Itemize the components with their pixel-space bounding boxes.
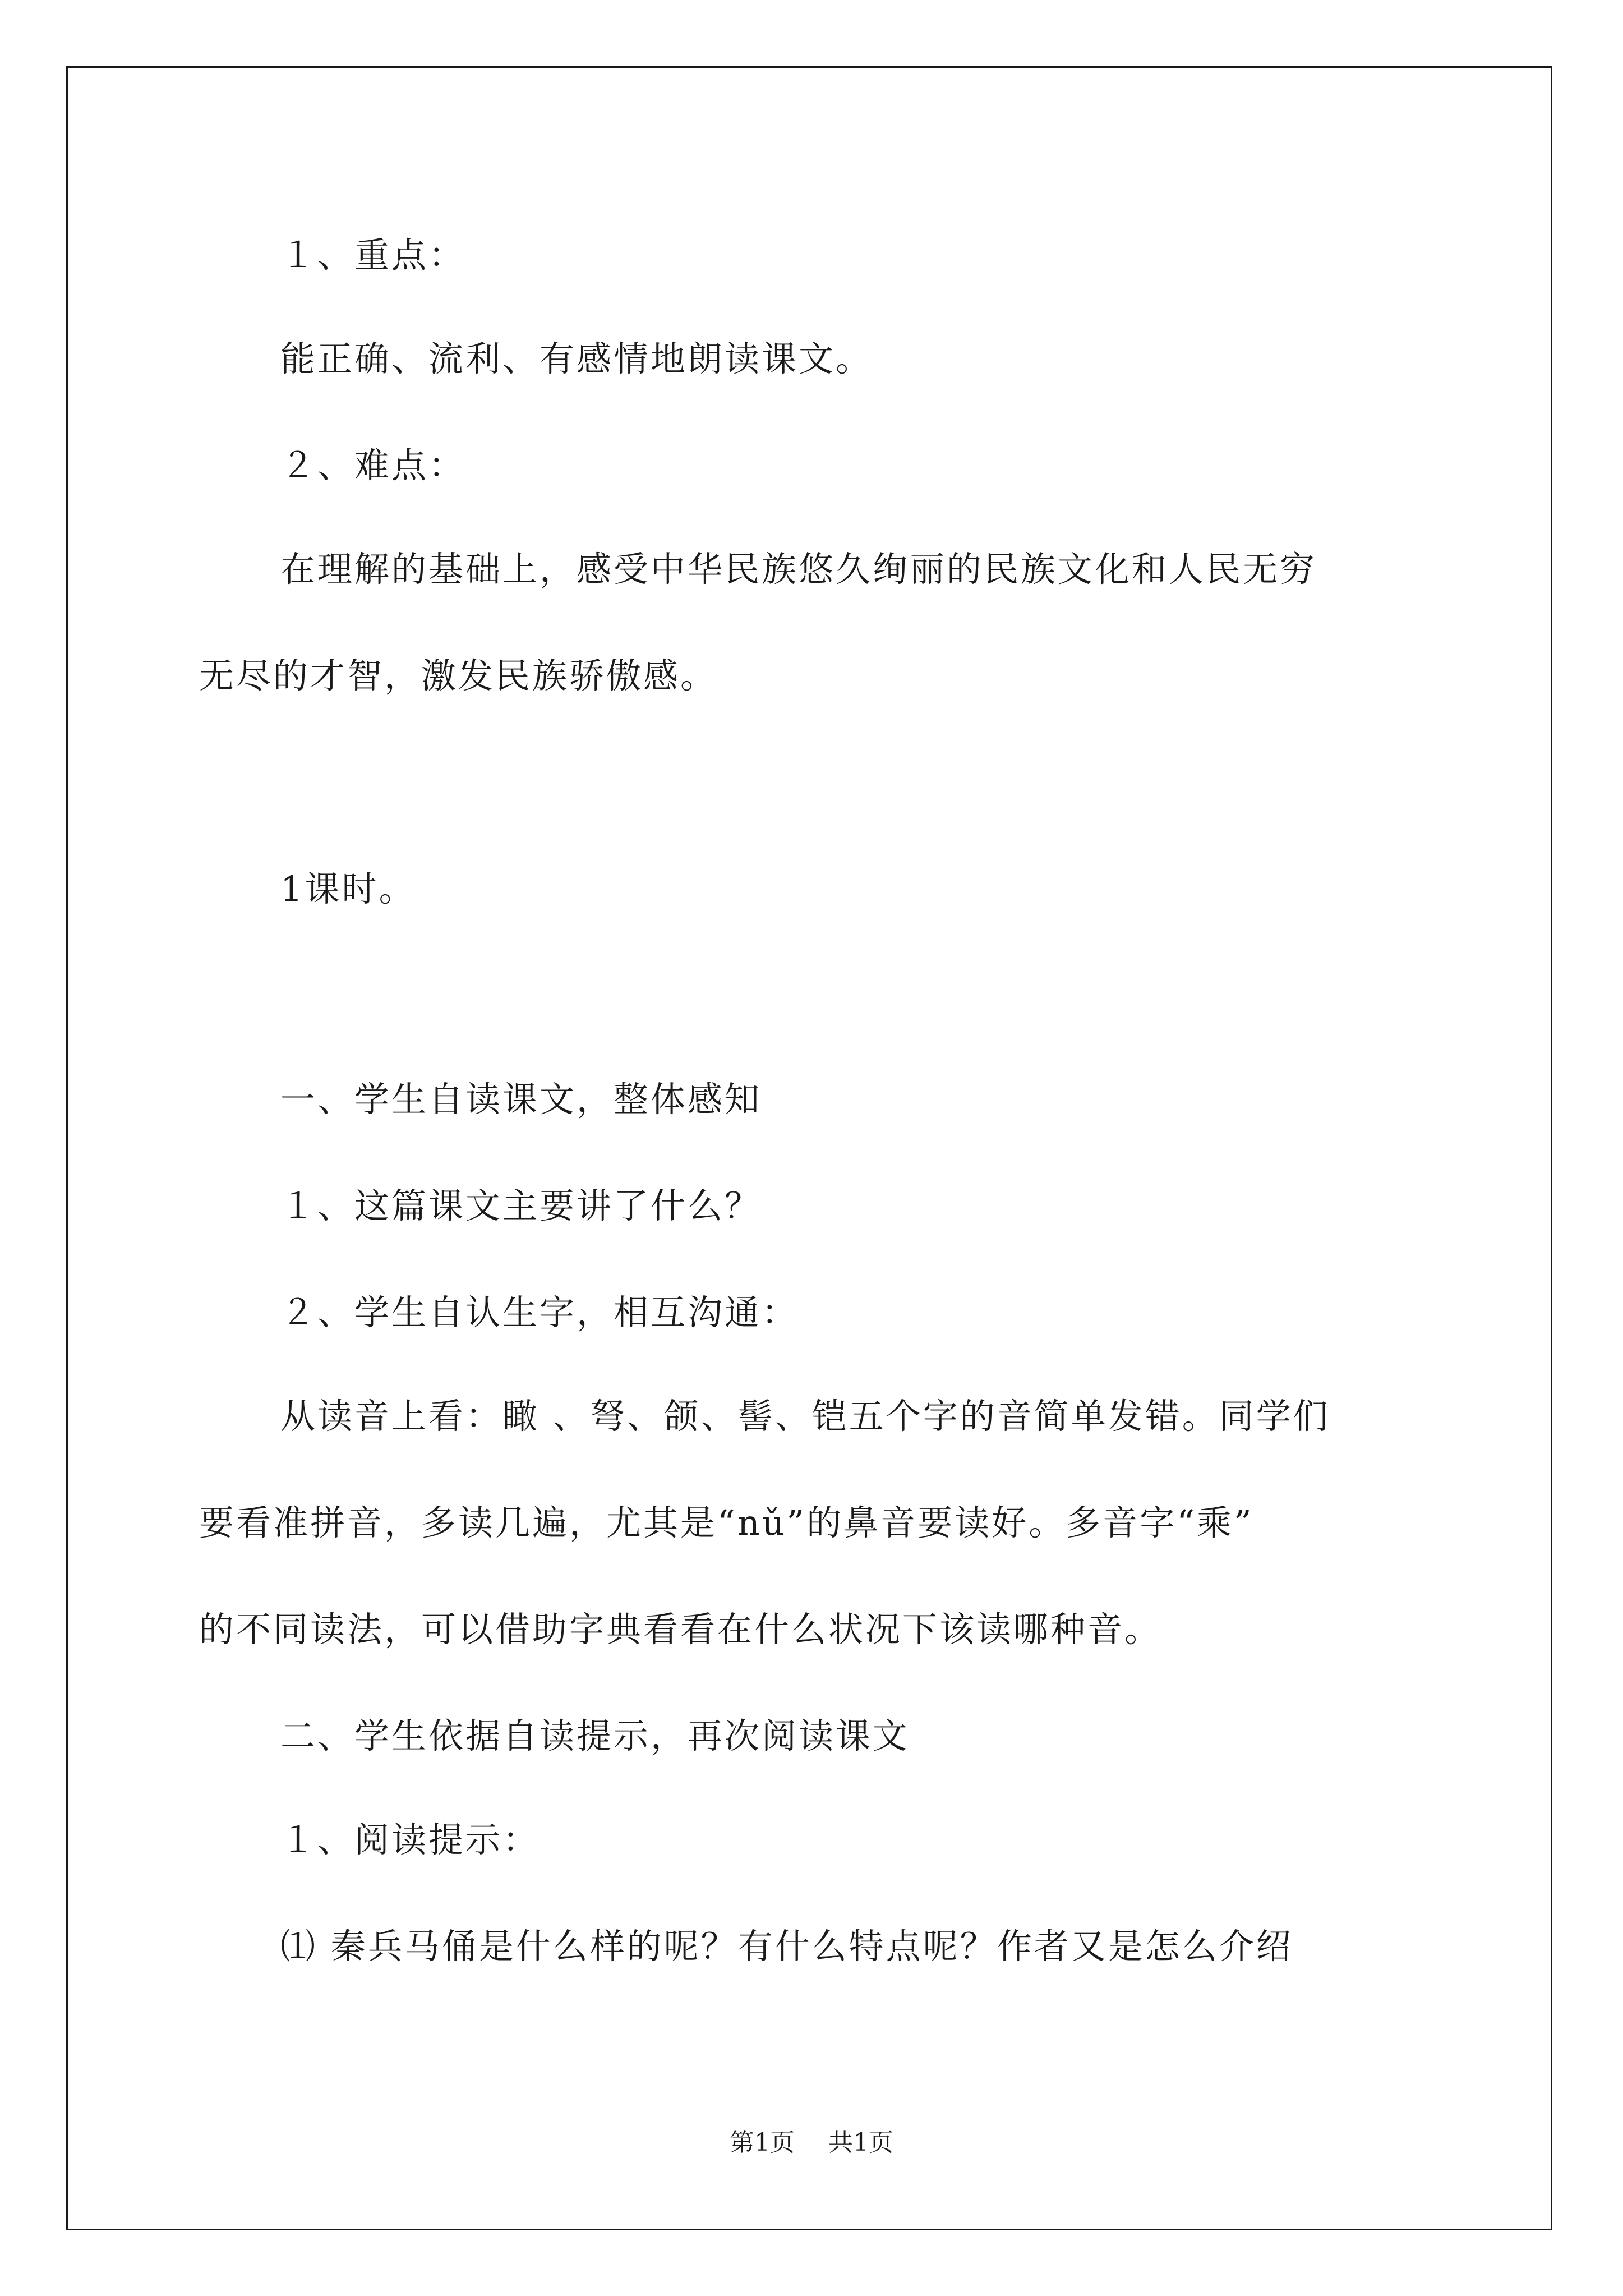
list-item-1: １、这篇课文主要讲了什么？ xyxy=(280,1185,762,1226)
class-hours: 1课时。 xyxy=(280,868,416,909)
page-total: 共1页 xyxy=(828,2128,893,2157)
heading-key-points: １、重点： xyxy=(280,234,466,275)
page-footer xyxy=(0,2126,1623,2160)
paragraph-pronunciation-line-1: 从读音上看：瞰 、弩、颌、髻、铠五个字的音简单发错。同学们 xyxy=(280,1396,1330,1437)
paragraph-difficulties-line-1: 在理解的基础上，感受中华民族悠久绚丽的民族文化和人民无穷 xyxy=(280,549,1317,590)
list-item-reading-tips: １、阅读提示： xyxy=(280,1819,540,1860)
heading-difficulties: ２、难点： xyxy=(280,445,466,486)
section-heading-1: 一、学生自读课文，整体感知 xyxy=(280,1079,762,1120)
paragraph-pronunciation-line-2: 要看准拼音，多读几遍，尤其是“nǔ”的鼻音要读好。多音字“乘” xyxy=(199,1502,1254,1543)
page-border xyxy=(66,66,1552,2230)
paragraph-difficulties-line-2: 无尽的才智，激发民族骄傲感。 xyxy=(199,655,718,696)
paragraph-pronunciation-line-3: 的不同读法，可以借助字典看看在什么状况下该读哪种音。 xyxy=(199,1609,1162,1650)
list-item-question-1: ⑴ 秦兵马俑是什么样的呢？有什么特点呢？作者又是怎么介绍 xyxy=(280,1926,1293,1967)
section-heading-2: 二、学生依据自读提示，再次阅读课文 xyxy=(280,1715,910,1756)
list-item-2: ２、学生自认生字，相互沟通： xyxy=(280,1292,799,1333)
page-number: 第1页 xyxy=(730,2128,795,2157)
paragraph-key-points: 能正确、流利、有感情地朗读课文。 xyxy=(280,338,873,379)
